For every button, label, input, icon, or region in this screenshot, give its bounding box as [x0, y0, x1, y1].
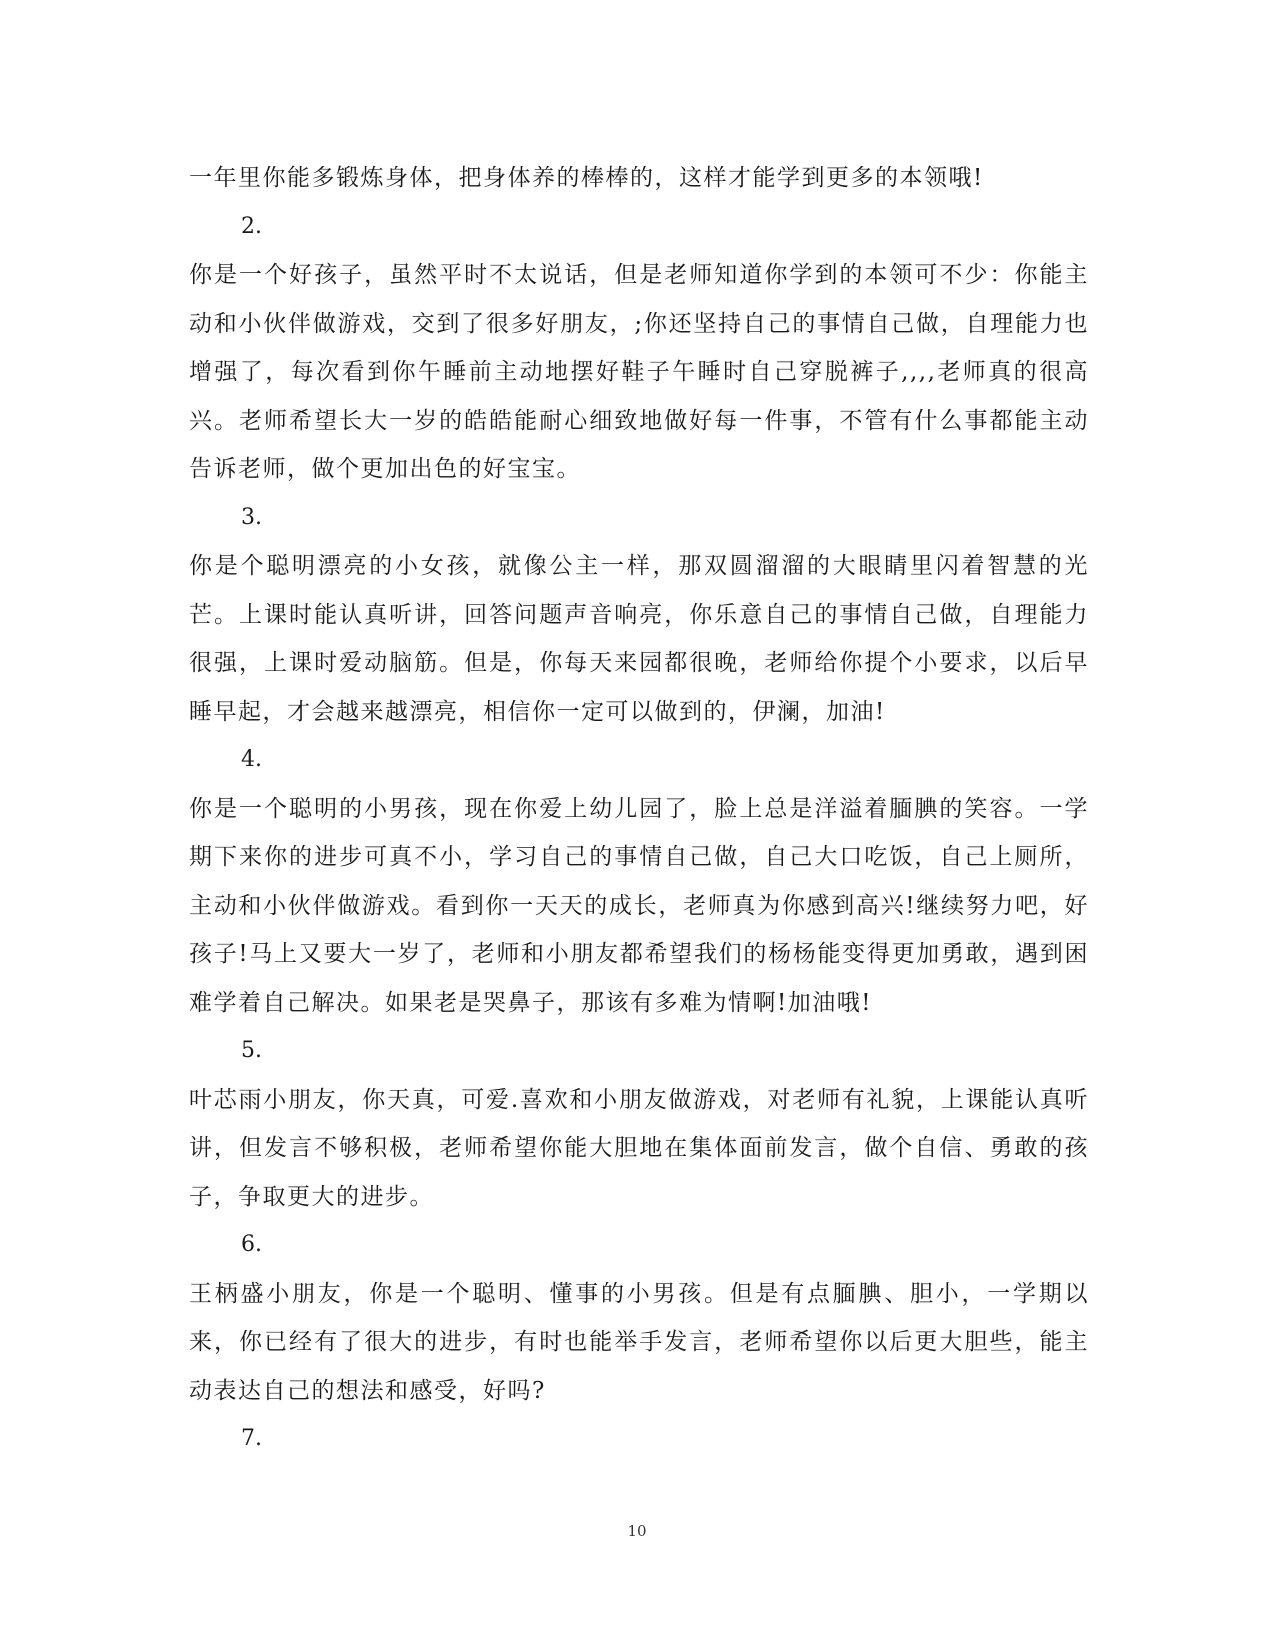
item-number: 7.	[241, 1426, 262, 1451]
paragraph: 叶芯雨小朋友，你天真，可爱.喜欢和小朋友做游戏，对老师有礼貌，上课能认真听讲，但发言不够积极，老师希望你能大胆地在集体面前发言，做个自信、勇敢的孩子，争取更大的进步。	[189, 1086, 1089, 1210]
paragraph: 你是一个聪明的小男孩，现在你爱上幼儿园了，脸上总是洋溢着腼腆的笑容。一学期下来你的进步可真不小，学习自己的事情自己做，自己大口吃饭，自己上厕所，主动和小伙伴做游戏。看到你一天天的成长，老师真为你感到高兴!继续努力吧，好孩子!马上又要大一岁了，老师和小朋友都希望我们的杨杨能变得更加勇敢，遇到困难学着自己解决。如果老是哭鼻子，那该有多难为情啊!加油哦!	[189, 795, 1089, 1016]
page-number: 10	[627, 1522, 647, 1540]
document-body	[189, 154, 1089, 1464]
item-number: 6.	[241, 1232, 262, 1257]
paragraph: 一年里你能多锻炼身体，把身体养的棒棒的，这样才能学到更多的本领哦!	[189, 165, 984, 191]
item-number: 3.	[241, 504, 262, 530]
item-number: 4.	[241, 747, 262, 772]
paragraph: 你是一个好孩子，虽然平时不太说话，但是老师知道你学到的本领可不少：你能主动和小伙伴做游戏，交到了很多好朋友，;你还坚持自己的事情自己做，自理能力也增强了，每次看到你午睡前主动地摆好鞋子午睡时自己穿脱裤子,,,,老师真的很高兴。老师希望长大一岁的皓皓能耐心细致地做好每一件事，不管有什么事都能主动告诉老师，做个更加出色的好宝宝。	[189, 262, 1089, 482]
paragraph: 王柄盛小朋友，你是一个聪明、懂事的小男孩。但是有点腼腆、胆小，一学期以来，你已经有了很大的进步，有时也能举手发言，老师希望你以后更大胆些，能主动表达自己的想法和感受，好吗?	[189, 1280, 1089, 1404]
item-number: 5.	[241, 1038, 262, 1063]
item-number: 2.	[241, 213, 262, 239]
paragraph: 你是个聪明漂亮的小女孩，就像公主一样，那双圆溜溜的大眼睛里闪着智慧的光芒。上课时能认真听讲，回答问题声音响亮，你乐意自己的事情自己做，自理能力很强，上课时爱动脑筋。但是，你每天来园都很晚，老师给你提个小要求，以后早睡早起，才会越来越漂亮，相信你一定可以做到的，伊澜，加油!	[189, 553, 1089, 725]
